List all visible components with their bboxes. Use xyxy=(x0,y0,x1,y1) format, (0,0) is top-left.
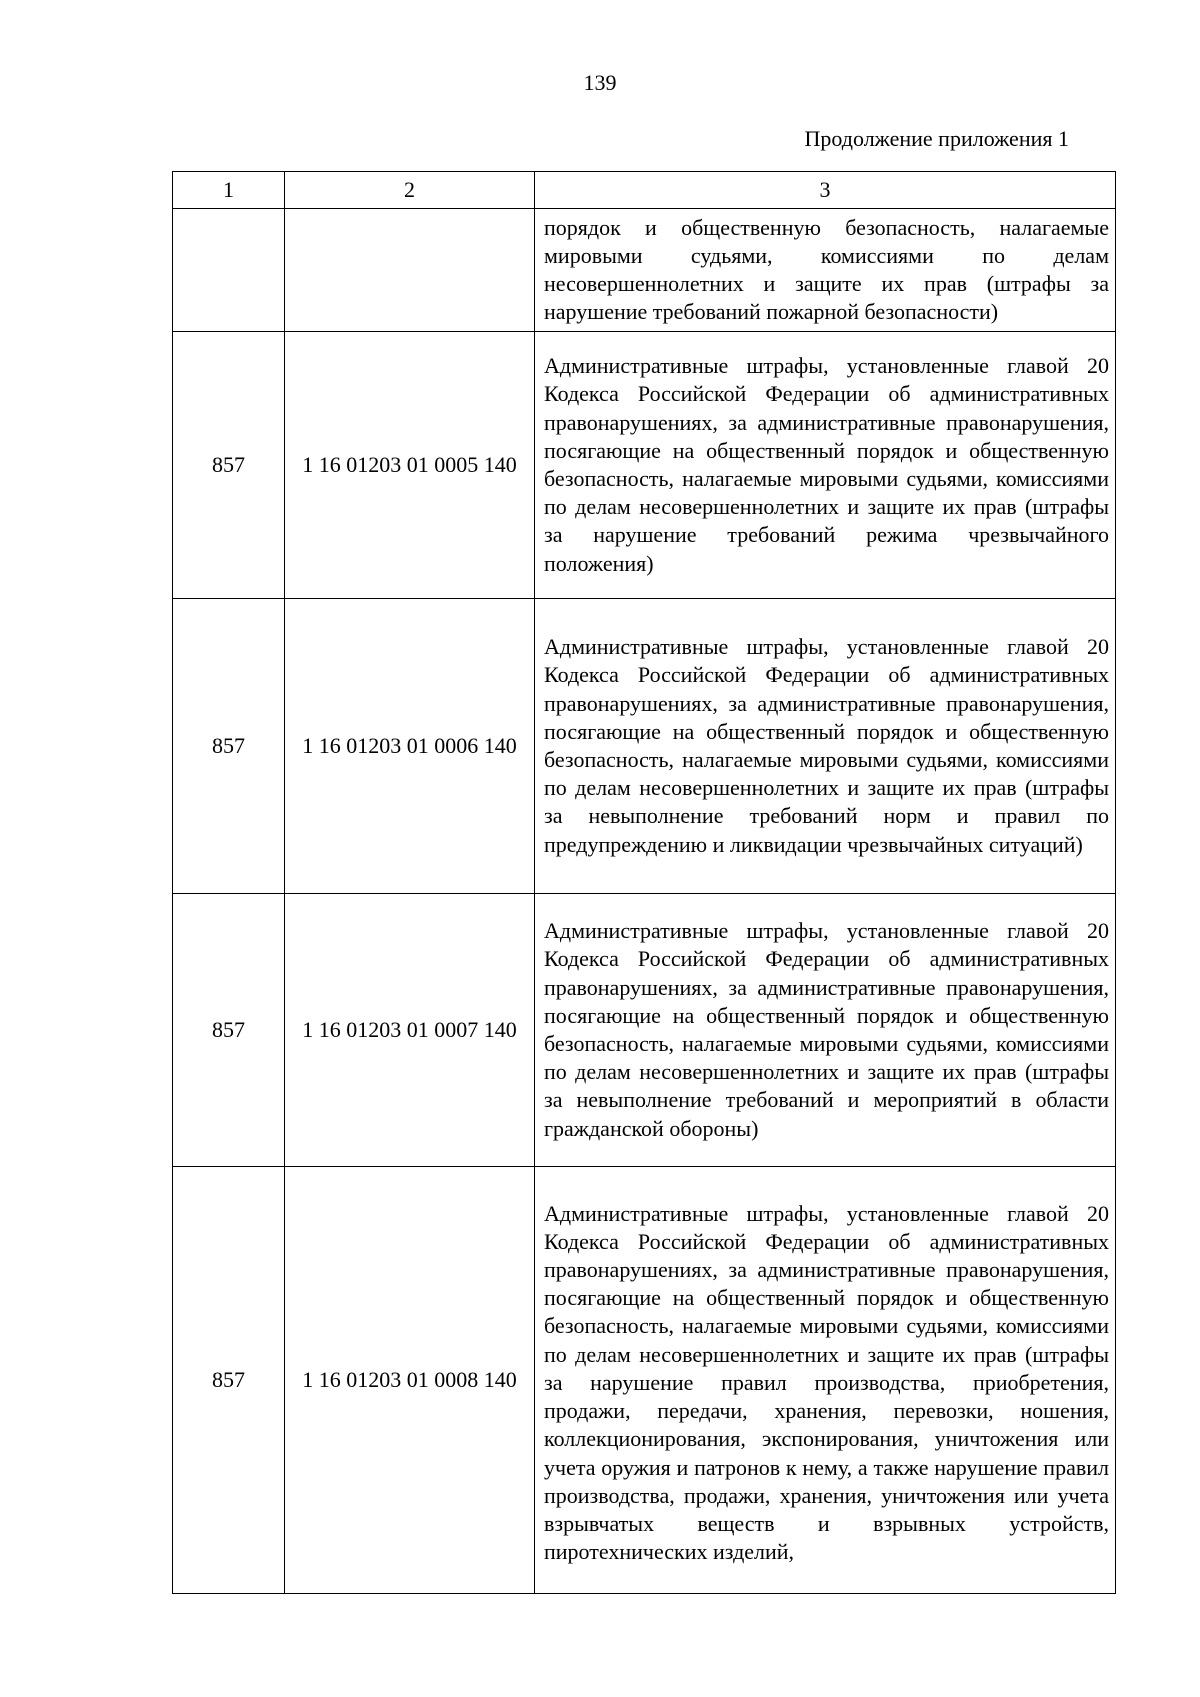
administrator-code-cell: 857 xyxy=(173,332,285,599)
budget-classification-code-cell xyxy=(285,209,535,332)
table-row xyxy=(173,209,1116,332)
budget-classification-code-cell: 1 16 01203 01 0005 140 xyxy=(285,332,535,599)
table-row xyxy=(173,894,1116,1167)
table-row xyxy=(173,1167,1116,1594)
administrator-code-cell: 857 xyxy=(173,1167,285,1594)
description-cell xyxy=(535,209,1116,332)
revenue-codes-table xyxy=(172,171,1116,1594)
description-text: Административные штрафы, установленные главой 20 Кодекса Российской Федерации об административных правонарушениях, за административные правонарушения, посягающие на общественный порядок и общественную безопасность, налагаемые мировыми судьями, комиссиями по делам несовершеннолетних и защите их прав (штрафы за невыполнение требований норм и правил по предупреждению и ликвидации чрезвычайных ситуаций) xyxy=(544,634,1109,857)
description-text: порядок и общественную безопасность, налагаемые мировыми судьями, комиссиями по делам несовершеннолетних и защите их прав (штрафы за нарушение требований пожарной безопасности) xyxy=(544,214,1109,325)
column-number-header: 1 xyxy=(173,172,285,209)
description-text: Административные штрафы, установленные главой 20 Кодекса Российской Федерации об административных правонарушениях, за административные правонарушения, посягающие на общественный порядок и общественную безопасность, налагаемые мировыми судьями, комиссиями по делам несовершеннолетних и защите их прав (штрафы за невыполнение требований и мероприятий в области гражданской обороны) xyxy=(544,918,1109,1141)
page-number: 139 xyxy=(583,70,617,95)
description-cell xyxy=(535,332,1116,599)
description-cell xyxy=(535,894,1116,1167)
budget-classification-code-cell: 1 16 01203 01 0007 140 xyxy=(285,894,535,1167)
administrator-code-cell: 857 xyxy=(173,599,285,894)
appendix-continuation-note: Продолжение приложения 1 xyxy=(804,126,1069,151)
table-header-row xyxy=(173,172,1116,209)
budget-classification-code-cell: 1 16 01203 01 0008 140 xyxy=(285,1167,535,1594)
table-row xyxy=(173,599,1116,894)
administrator-code-cell xyxy=(173,209,285,332)
budget-classification-code-cell: 1 16 01203 01 0006 140 xyxy=(285,599,535,894)
description-text: Административные штрафы, установленные главой 20 Кодекса Российской Федерации об административных правонарушениях, за административные правонарушения, посягающие на общественный порядок и общественную безопасность, налагаемые мировыми судьями, комиссиями по делам несовершеннолетних и защите их прав (штрафы за нарушение правил производства, приобретения, продажи, передачи, хранения, перевозки, ношения, коллекционирования, экспонирования, уничтожения или учета оружия и патронов к нему, а также нарушение правил производства, продажи, хранения, уничтожения или учета взрывчатых веществ и взрывных устройств, пиротехнических изделий, xyxy=(544,1200,1109,1565)
administrator-code-cell: 857 xyxy=(173,894,285,1167)
description-cell xyxy=(535,1167,1116,1594)
description-cell xyxy=(535,599,1116,894)
table-row xyxy=(173,332,1116,599)
description-text: Административные штрафы, установленные главой 20 Кодекса Российской Федерации об административных правонарушениях, за административные правонарушения, посягающие на общественный порядок и общественную безопасность, налагаемые мировыми судьями, комиссиями по делам несовершеннолетних и защите их прав (штрафы за нарушение требований режима чрезвычайного положения) xyxy=(544,353,1109,576)
column-number-header: 2 xyxy=(285,172,535,209)
column-number-header: 3 xyxy=(535,172,1116,209)
